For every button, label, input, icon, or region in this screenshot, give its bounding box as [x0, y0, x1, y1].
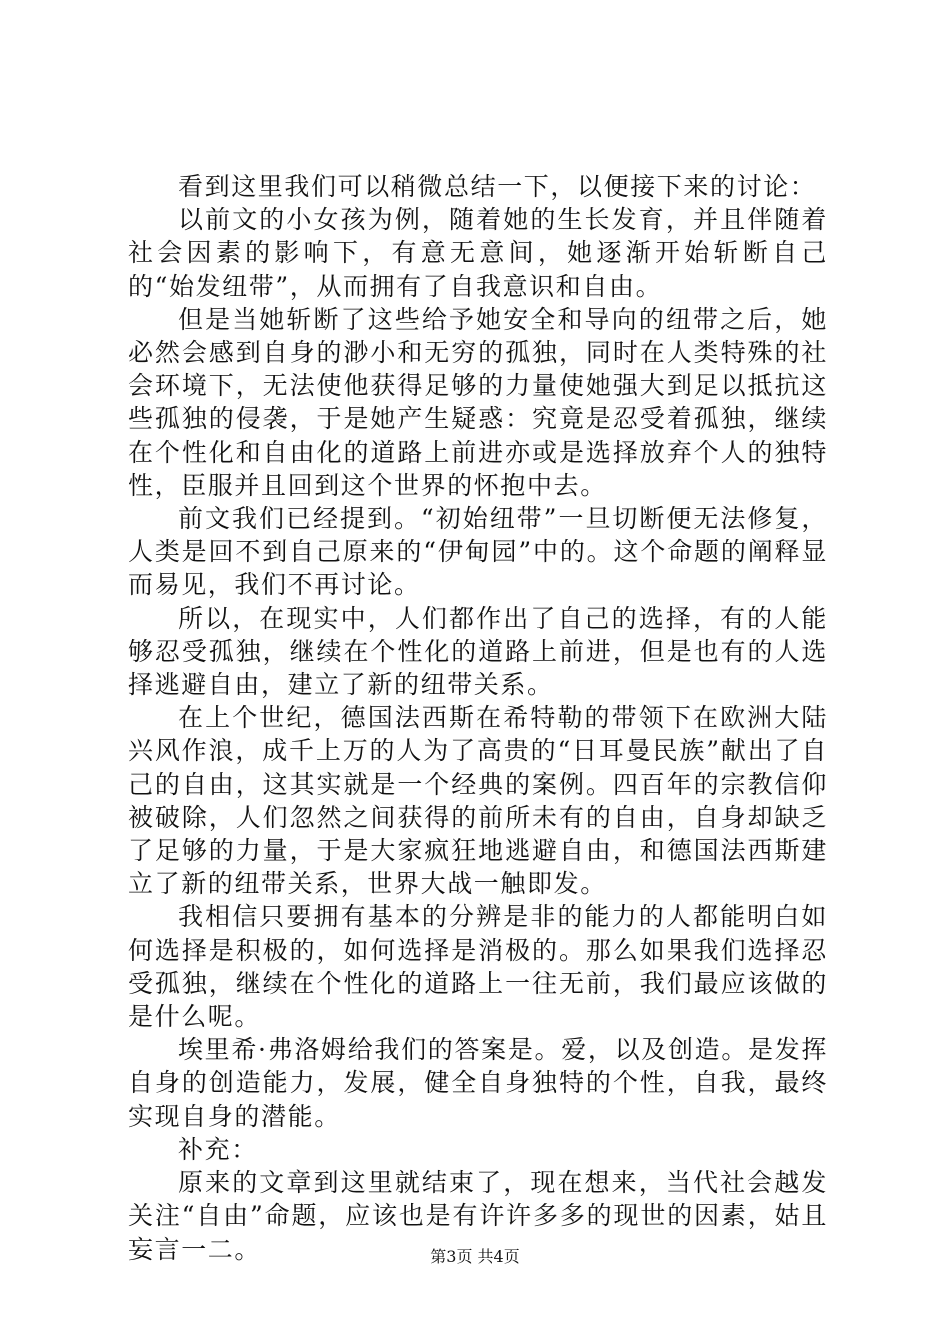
- paragraph-choices: 所以，在现实中，人们都作出了自己的选择，有的人能够忍受孤独，继续在个性化的道路上前进，但是也有的人选择逃避自由，建立了新的纽带关系。: [128, 603, 828, 700]
- paragraph-supplement-text: 原来的文章到这里就结束了，现在想来，当代社会越发关注“自由”命题，应该也是有许许多多的现世的因素，姑且妄言一二。: [128, 1168, 828, 1264]
- page-number-footer: 第3页 共4页: [430, 1247, 520, 1266]
- paragraph-supplement-heading: 补充：: [178, 1134, 258, 1164]
- document-body: [128, 170, 828, 1266]
- paragraph-positive-choice: 我相信只要拥有基本的分辨是非的能力的人都能明白如何选择是积极的，如何选择是消极的。那么如果我们选择忍受孤独，继续在个性化的道路上一往无前，我们最应该做的是什么呢。: [128, 902, 828, 1032]
- paragraph-summary-intro: 看到这里我们可以稍微总结一下，以便接下来的讨论：: [178, 172, 817, 201]
- paragraph-fromm-answer: 埃里希·弗洛姆给我们的答案是。爱，以及创造。是发挥自身的创造能力，发展，健全自身独特的个性，自我，最终实现自身的潜能。: [128, 1035, 828, 1131]
- paragraph-historical-case: 在上个世纪，德国法西斯在希特勒的带领下在欧洲大陆兴风作浪，成千上万的人为了高贵的“日耳曼民族”献出了自己的自由，这其实就是一个经典的案例。四百年的宗教信仰被破除，人们忽然之间获得的前所未有的自由，自身却缺乏了足够的力量，于是大家疯狂地逃避自由，和德国法西斯建立了新的纽带关系，世界大战一触即发。: [128, 703, 828, 899]
- paragraph-girl-example: 以前文的小女孩为例，随着她的生长发育，并且伴随着社会因素的影响下，有意无意间，她逐渐开始斩断自己的“始发纽带”，从而拥有了自我意识和自由。: [128, 205, 828, 301]
- paragraph-primary-ties: 前文我们已经提到。“初始纽带”一旦切断便无法修复，人类是回不到自己原来的“伊甸园”中的。这个命题的阐释显而易见，我们不再讨论。: [128, 504, 828, 600]
- paragraph-loneliness: 但是当她斩断了这些给予她安全和导向的纽带之后，她必然会感到自身的渺小和无穷的孤独，同时在人类特殊的社会环境下，无法使他获得足够的力量使她强大到足以抵抗这些孤独的侵袭，于是她产生疑惑：究竟是忍受着孤独，继续在个性化和自由化的道路上前进亦或是选择放弃个人的独特性，臣服并且回到这个世界的怀抱中去。: [128, 304, 828, 500]
